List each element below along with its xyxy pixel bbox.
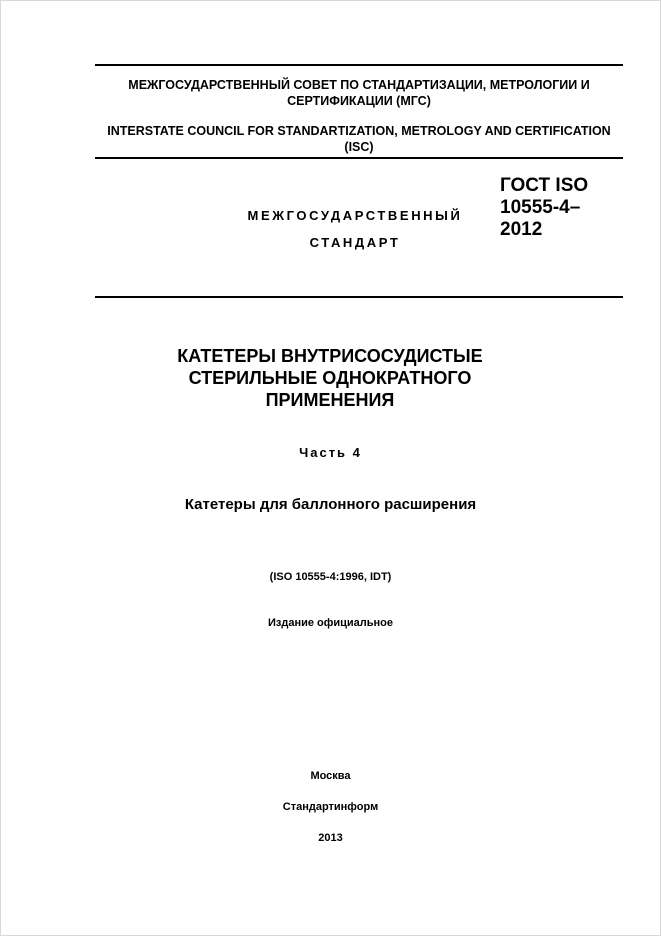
document-title xyxy=(130,345,530,411)
standard-code-line1: ГОСТ ISO xyxy=(500,175,589,196)
standard-kind-line1: МЕЖГОСУДАРСТВЕННЫЙ xyxy=(247,208,463,223)
edition-label: Издание официальное xyxy=(267,617,394,629)
council-name-en: INTERSTATE COUNCIL FOR STANDARTIZATION, METROLOGY AND CERTIFICATION (ISC) xyxy=(107,124,611,154)
standard-kind-line2: СТАНДАРТ xyxy=(309,235,401,250)
standard-code-line3: 2012 xyxy=(500,219,543,240)
publication-city: Москва xyxy=(310,770,351,782)
standard-code-line2: 10555-4– xyxy=(500,197,581,218)
part-number: Часть 4 xyxy=(299,445,362,460)
document-subtitle: Катетеры для баллонного расширения xyxy=(184,496,477,513)
title-line3: ПРИМЕНЕНИЯ xyxy=(265,390,395,410)
standard-code xyxy=(500,175,630,241)
title-line1: КАТЕТЕРЫ ВНУТРИСОСУДИСТЫЕ xyxy=(177,346,483,366)
publisher-name: Стандартинформ xyxy=(282,801,379,813)
iso-reference: (ISO 10555-4:1996, IDT) xyxy=(269,571,392,583)
council-name-ru: МЕЖГОСУДАРСТВЕННЫЙ СОВЕТ ПО СТАНДАРТИЗАЦИИ, МЕТРОЛОГИИ И СЕРТИФИКАЦИИ (МГС) xyxy=(128,78,590,108)
publication-year: 2013 xyxy=(318,832,343,844)
title-divider xyxy=(95,296,623,298)
top-rule xyxy=(95,64,623,66)
title-line2: СТЕРИЛЬНЫЕ ОДНОКРАТНОГО xyxy=(188,368,472,388)
header-divider xyxy=(95,157,623,159)
